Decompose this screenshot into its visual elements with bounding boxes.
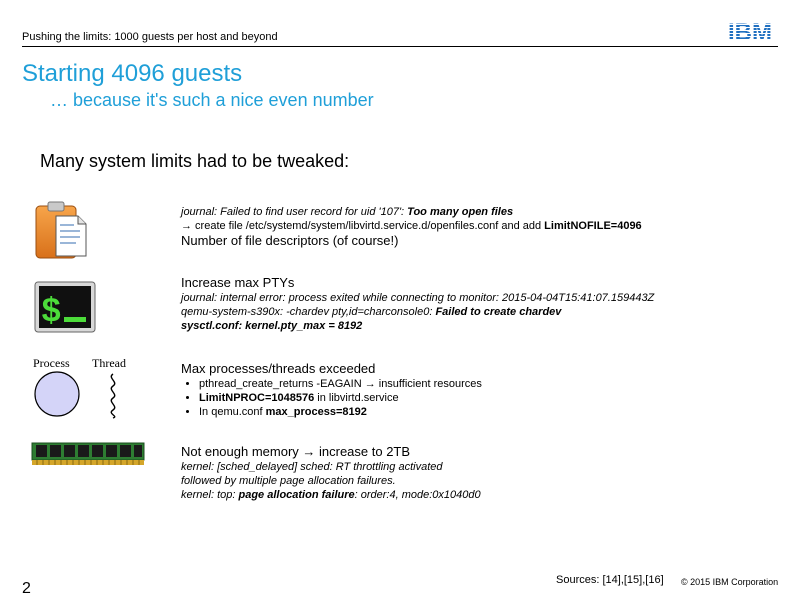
item-open-files-line-2: → create file /etc/systemd/system/libvirtd.service.d/openfiles.conf and add LimitNOFILE=4096 bbox=[181, 220, 642, 232]
presentation-title: Pushing the limits: 1000 guests per host and beyond bbox=[22, 31, 278, 43]
bullet-max-process: • In qemu.conf max_process=8192 bbox=[199, 405, 482, 419]
ibm-logo-text: IBM bbox=[728, 19, 772, 43]
item-ptys-line-1: Increase max PTYs bbox=[181, 275, 295, 290]
slide-title: Starting 4096 guests bbox=[22, 60, 243, 87]
ibm-logo bbox=[722, 19, 778, 43]
item-open-files-line-1: journal: Failed to find user record for uid '107': Too many open files bbox=[181, 206, 514, 218]
process-circle-icon bbox=[33, 370, 81, 418]
memory-module-icon bbox=[31, 441, 145, 467]
item-ptys-line-3: qemu-system-s390x: -chardev pty,id=charconsole0: Failed to create chardev bbox=[181, 306, 562, 318]
item-memory-line-3: followed by multiple page allocation failures. bbox=[181, 475, 396, 487]
copyright-text: © 2015 IBM Corporation bbox=[681, 577, 779, 587]
bullet-eagain: • pthread_create_returns -EAGAIN → insufficient resources bbox=[199, 377, 482, 391]
item-memory-line-2: kernel: [sched_delayed] sched: RT throttling activated bbox=[181, 461, 443, 473]
process-label: Process bbox=[33, 356, 70, 370]
item-processes-line-1: Max processes/threads exceeded bbox=[181, 361, 376, 376]
terminal-icon bbox=[34, 281, 96, 333]
thread-squiggle-icon bbox=[106, 373, 120, 419]
sources-text: Sources: [14],[15],[16] bbox=[556, 574, 664, 586]
item-ptys-line-2: journal: internal error: process exited while connecting to monitor: 2015-04-04T15:41:07.159443Z bbox=[181, 292, 655, 304]
item-memory bbox=[181, 444, 481, 502]
item-ptys-line-4: sysctl.conf: kernel.pty_max = 8192 bbox=[181, 320, 363, 332]
item-memory-line-4: kernel: top: page allocation failure: order:4, mode:0x1040d0 bbox=[181, 489, 481, 501]
item-processes-bullets bbox=[181, 377, 482, 419]
page-number: 2 bbox=[22, 580, 31, 597]
item-ptys bbox=[181, 275, 654, 333]
svg-text:$: $ bbox=[41, 294, 62, 332]
item-memory-line-1: Not enough memory → increase to 2TB bbox=[181, 444, 411, 459]
item-open-files bbox=[181, 205, 642, 249]
item-open-files-line-3: Number of file descriptors (of course!) bbox=[181, 233, 399, 248]
slide-subtitle: … because it's such a nice even number bbox=[50, 90, 374, 110]
thread-label: Thread bbox=[92, 356, 126, 370]
item-processes bbox=[181, 361, 482, 419]
intro-text: Many system limits had to be tweaked: bbox=[40, 151, 350, 171]
bullet-limitnproc: • LimitNPROC=1048576 in libvirtd.service bbox=[199, 391, 482, 405]
clipboard-icon bbox=[34, 200, 90, 262]
header-divider bbox=[22, 46, 778, 47]
